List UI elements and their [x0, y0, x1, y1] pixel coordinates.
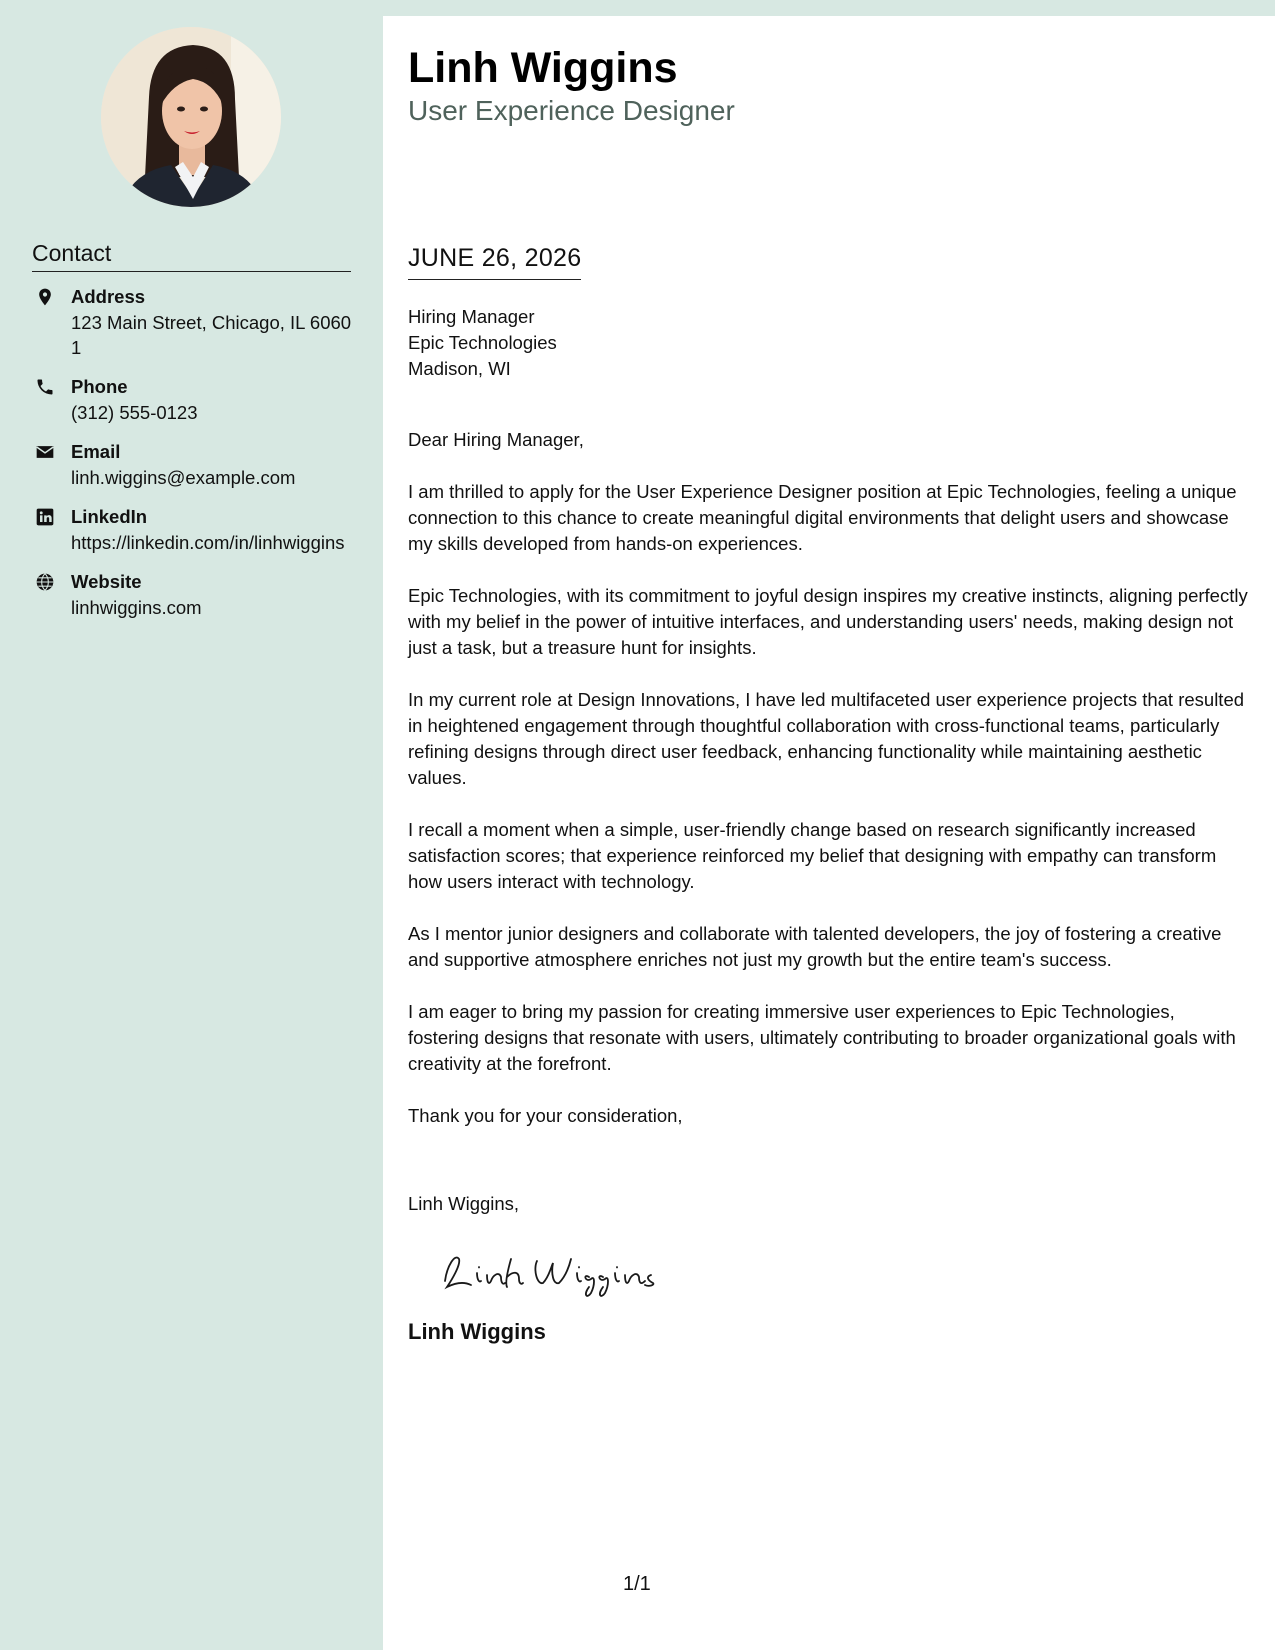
page-number: 1/1 [623, 1573, 651, 1595]
sign-off-name: Linh Wiggins, [408, 1193, 520, 1214]
applicant-name: Linh Wiggins [408, 44, 678, 92]
contact-label: Email [71, 441, 121, 462]
website-link[interactable]: linhwiggins.com [71, 597, 202, 618]
handwritten-signature [433, 1241, 663, 1301]
greeting: Dear Hiring Manager, [408, 429, 584, 450]
contact-label: Website [71, 571, 142, 592]
letter-main [383, 16, 1275, 1650]
contact-label: LinkedIn [71, 506, 148, 527]
email-link[interactable]: linh.wiggins@example.com [71, 467, 296, 488]
body-paragraph: In my current role at Design Innovations, I have led multifaceted user experience projects that resulted in heightened engagement through thoughtful collaboration with cross-functional teams, particularly refining designs through direct user feedback, enhancing functionality while maintaining aesthetic values. [408, 689, 1245, 788]
address-value: 123 Main Street, Chicago, IL 60601 [71, 312, 352, 358]
letter-body [408, 427, 1248, 1155]
body-paragraph: As I mentor junior designers and collaborate with talented developers, the joy of fostering a creative and supportive atmosphere enriches not just my growth but the entire team's success. [408, 923, 1222, 970]
body-paragraph: Epic Technologies, with its commitment to joyful design inspires my creative instincts, aligning perfectly with my belief in the power of intuitive interfaces, and understanding users' needs, making design not just a task, but a treasure hunt for insights. [408, 585, 1248, 658]
contact-item-linkedin [32, 504, 352, 555]
contact-label: Address [71, 286, 146, 307]
linkedin-link[interactable]: https://linkedin.com/in/linhwiggins [71, 532, 345, 553]
contact-heading: Contact [32, 240, 351, 272]
profile-photo [101, 27, 281, 207]
contact-item-email [32, 439, 352, 490]
linkedin-icon [35, 507, 55, 527]
signature-image [433, 1241, 663, 1301]
recipient-location: Madison, WI [408, 358, 511, 379]
applicant-job-title: User Experience Designer [408, 95, 735, 126]
phone-value: (312) 555-0123 [71, 402, 198, 423]
sidebar [0, 0, 383, 1650]
phone-icon [35, 377, 55, 397]
contact-item-address [32, 284, 352, 360]
body-paragraph: I recall a moment when a simple, user-friendly change based on research significantly increased satisfaction scores; that experience reinforced my belief that designing with empathy can transform how users interact with technology. [408, 819, 1217, 892]
envelope-icon [35, 442, 55, 462]
contact-list [32, 284, 352, 634]
printed-name: Linh Wiggins [408, 1319, 546, 1344]
contact-item-phone [32, 374, 352, 425]
recipient-name: Hiring Manager [408, 306, 535, 327]
closing-line: Thank you for your consideration, [408, 1105, 683, 1126]
body-paragraph: I am thrilled to apply for the User Experience Designer position at Epic Technologies, feeling a unique connection to this chance to create meaningful digital environments that delight users and showcase my skills developed from hands-on experiences. [408, 481, 1237, 554]
globe-icon [35, 572, 55, 592]
recipient-company: Epic Technologies [408, 332, 557, 353]
profile-photo-image [101, 27, 281, 207]
contact-label: Phone [71, 376, 128, 397]
contact-item-website [32, 569, 352, 620]
body-paragraph: I am eager to bring my passion for creating immersive user experiences to Epic Technologies, fostering designs that resonate with users, ultimately contributing to broader organizational goals with creativity at the forefront. [408, 1001, 1236, 1074]
map-pin-icon [35, 287, 55, 307]
letter-date: JUNE 26, 2026 [408, 244, 581, 280]
recipient-block [408, 304, 557, 382]
